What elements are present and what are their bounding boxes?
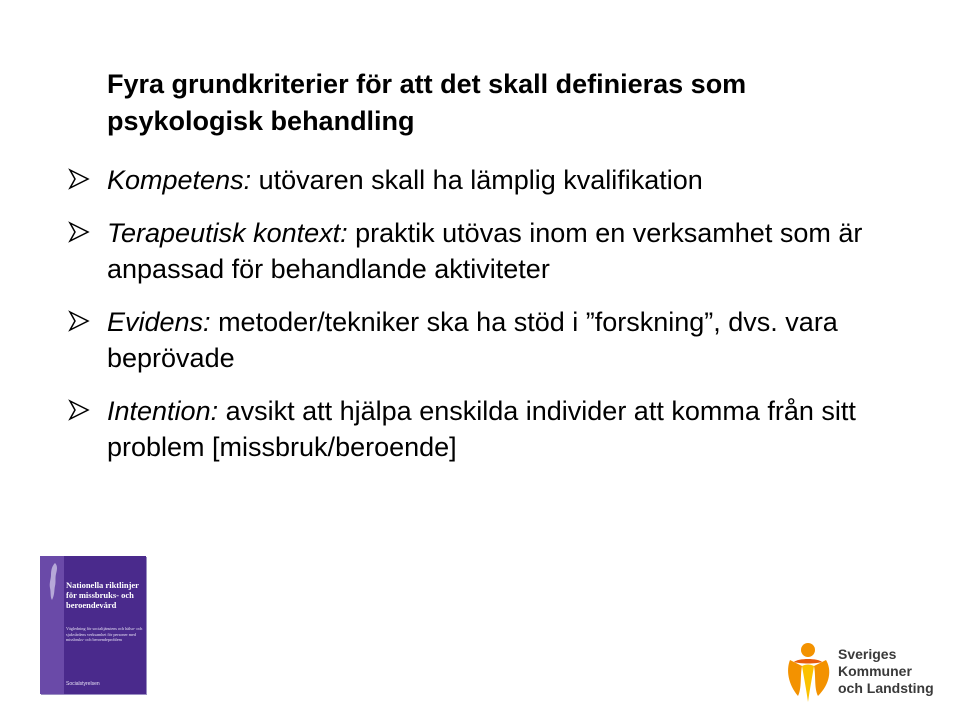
skl-logo-mark-icon [784,640,836,704]
list-item [68,393,898,465]
criteria-list [68,162,898,482]
list-item [68,162,898,198]
logo-line-3: och Landsting [838,680,934,696]
sweden-map-icon [46,562,60,602]
criterion-text: avsikt att hjälpa enskilda individer att komma från sitt problem [missbruk/beroende] [107,396,856,462]
criterion-term: Intention: [107,396,219,426]
criterion-text: utövaren skall ha lämplig kvalifikation [251,165,703,195]
arrow-bullet-icon [68,221,90,243]
arrow-bullet-icon [68,168,90,190]
logo-line-2: Kommuner [838,663,912,679]
skl-logo [784,640,944,704]
criterion-text: praktik utövas inom en verksamhet som är anpassad för behandlande aktiviteter [107,218,863,284]
criterion-term: Terapeutisk kontext: [107,218,348,248]
book-subtitle: Vägledning för socialtjänstens och hälso- och sjukvårdens verksamhet för personer med missbruks- och beroendeproblem [66,626,143,642]
logo-line-1: Sveriges [838,646,897,662]
book-publisher: Socialstyrelsen [66,681,100,687]
list-item [68,215,898,287]
criterion-text: metoder/tekniker ska ha stöd i ”forskning”, dvs. vara beprövade [107,307,838,373]
criterion-term: Kompetens: [107,165,252,195]
guideline-book-cover [40,556,146,694]
book-title: Nationella riktlinjer för missbruks- och beroendevård [66,580,139,610]
arrow-bullet-icon [68,399,90,421]
arrow-bullet-icon [68,310,90,332]
criterion-term: Evidens: [107,307,211,337]
skl-logo-text [838,646,934,697]
slide-title: Fyra grundkriterier för att det skall definieras som psykologisk behandling [107,69,747,136]
list-item [68,304,898,376]
